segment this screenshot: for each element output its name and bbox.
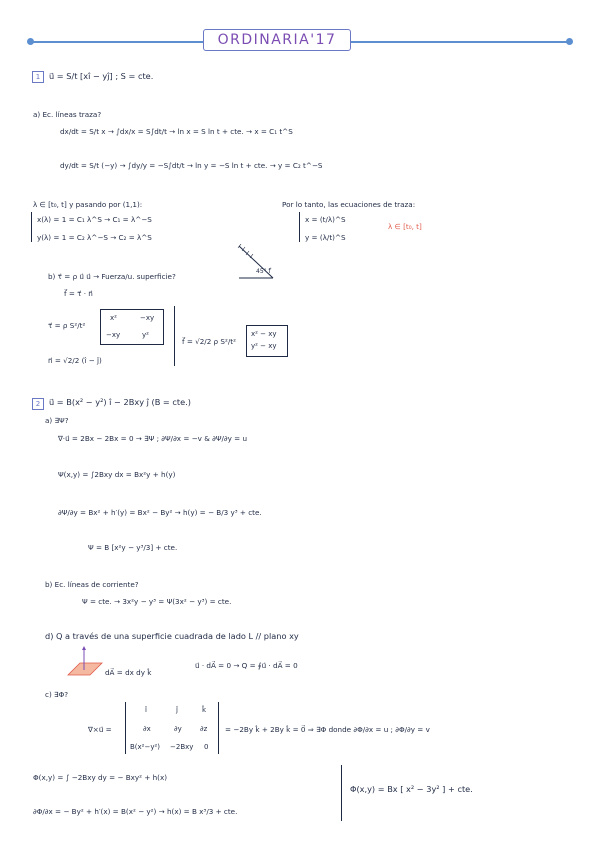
p2-d-heading: d) Q a través de una superficie cuadrada de lado L // plano xy — [45, 631, 299, 641]
wedge-sketch — [237, 244, 277, 284]
p1-lambda-heading: λ ∈ [t₀, t] y pasando por (1,1): — [33, 200, 143, 209]
p1-a-line-2: dy/dt = S/t (−y) → ∫dy/y = −S∫dt/t → ln y = −S ln t + cte. → y = C₂ t^−S — [60, 161, 323, 170]
tau-label: τ⃗ = ρ S²/t² — [48, 321, 86, 330]
curl-det-right — [218, 702, 219, 754]
f-m-1: x² − xy — [251, 330, 277, 338]
tau-m-21: −xy — [106, 331, 121, 339]
p2-c-heading: c) ∃Φ? — [45, 690, 69, 699]
p1-traza-heading: Por lo tanto, las ecuaciones de traza: — [282, 200, 416, 209]
curl-m-21: ∂x — [143, 725, 151, 733]
p1-traza-brace — [299, 212, 300, 242]
header-dot-right — [566, 38, 573, 45]
p2-d-flux: u⃗ · dA⃗ = 0 → Q = ∮u⃗ · dA⃗ = 0 — [195, 661, 298, 670]
problem-2-number: 2 — [32, 398, 44, 410]
curl-det-left — [125, 702, 126, 754]
f-m-2: y² − xy — [251, 342, 277, 350]
curl-m-12: ĵ — [176, 706, 178, 714]
p1-a-heading: a) Ec. líneas traza? — [33, 110, 102, 119]
p2-b-heading: b) Ec. líneas de corriente? — [45, 580, 139, 589]
p1-lambda-brace — [31, 212, 32, 242]
problem-2-statement: u⃗ = B(x² − y²) î − 2Bxy ĵ (B = cte.) — [49, 397, 191, 407]
potential-result: Φ(x,y) = Bx [ x² − 3y² ] + cte. — [350, 784, 473, 794]
curl-m-11: î — [145, 706, 147, 714]
tau-m-11: x² — [110, 314, 117, 322]
p1-traza-2: y = (λ/t)^S — [305, 233, 346, 242]
curl-label: ∇×u⃗ = — [88, 725, 112, 734]
p2-a-heading: a) ∃Ψ? — [45, 416, 69, 425]
normal-vector: n⃗ = √2/2 (î − ĵ) — [48, 356, 102, 365]
tau-m-22: y² — [142, 331, 149, 339]
surface-sketch — [64, 645, 106, 679]
curl-m-31: B(x²−y²) — [130, 743, 161, 751]
header-rule-right — [351, 41, 569, 43]
p2-d-area: dA⃗ = dx dy k̂ — [105, 668, 152, 677]
tau-m-12: −xy — [140, 314, 155, 322]
p2-c-line-1: Φ(x,y) = ∫ −2Bxy dy = − Bxy² + h(x) — [33, 773, 168, 782]
p1-result-brace — [170, 306, 175, 366]
curl-m-32: −2Bxy — [170, 743, 194, 751]
force-result: f⃗ = √2/2 ρ S²/t² — [182, 337, 236, 346]
p1-lambda-1: x(λ) = 1 = C₁ λ^S → C₁ = λ^−S — [37, 215, 152, 224]
curl-m-22: ∂y — [174, 725, 182, 733]
curl-m-23: ∂z — [200, 725, 208, 733]
curl-m-13: k̂ — [202, 706, 207, 714]
wedge-label: 45° f⃗ — [256, 268, 271, 275]
curl-result: = −2By k̂ + 2By k̂ = 0⃗ ⇒ ∃Φ donde ∂Φ/∂x = u ; ∂Φ/∂y = v — [225, 725, 430, 734]
p1-b-heading: b) τ⃗ = ρ u⃗ u⃗ → Fuerza/u. superficie? — [48, 272, 176, 281]
p1-lambda-2: y(λ) = 1 = C₂ λ^−S → C₂ = λ^S — [37, 233, 152, 242]
p1-traza-interval: λ ∈ [t₀, t] — [388, 222, 422, 231]
p1-b-line-1: f⃗ = τ⃗ · n⃗ — [64, 289, 93, 298]
p2-c-line-2: ∂Φ/∂x = − By² + h′(x) = B(x² − y²) → h(x) = B x³/3 + cte. — [33, 807, 238, 816]
p1-traza-1: x = (t/λ)^S — [305, 215, 346, 224]
p2-a-line-1: ∇·u⃗ = 2Bx − 2Bx = 0 → ∃Ψ ; ∂Ψ/∂x = −v & ∂Ψ/∂y = u — [58, 434, 248, 443]
p2-a-line-4: Ψ = B [x²y − y³/3] + cte. — [88, 543, 178, 552]
p1-a-line-1: dx/dt = S/t x → ∫dx/x = S∫dt/t → ln x = S ln t + cte. → x = C₁ t^S — [60, 127, 293, 136]
p2-c-brace — [337, 765, 342, 821]
problem-1-number: 1 — [32, 71, 44, 83]
p2-b-line-1: Ψ = cte. → 3x²y − y³ = Ψ(3x² − y³) = cte. — [82, 597, 232, 606]
curl-m-33: 0 — [204, 743, 209, 751]
page-title: ORDINARIA'17 — [203, 29, 351, 51]
header-rule-left — [31, 41, 203, 43]
p2-a-line-3: ∂Ψ/∂y = Bx² + h′(y) = Bx² − By² → h(y) = − B/3 y³ + cte. — [58, 508, 262, 517]
problem-1-statement: u⃗ = S/t [xî − yĵ] ; S = cte. — [49, 71, 154, 81]
p2-a-line-2: Ψ(x,y) = ∫2Bxy dx = Bx²y + h(y) — [58, 470, 176, 479]
